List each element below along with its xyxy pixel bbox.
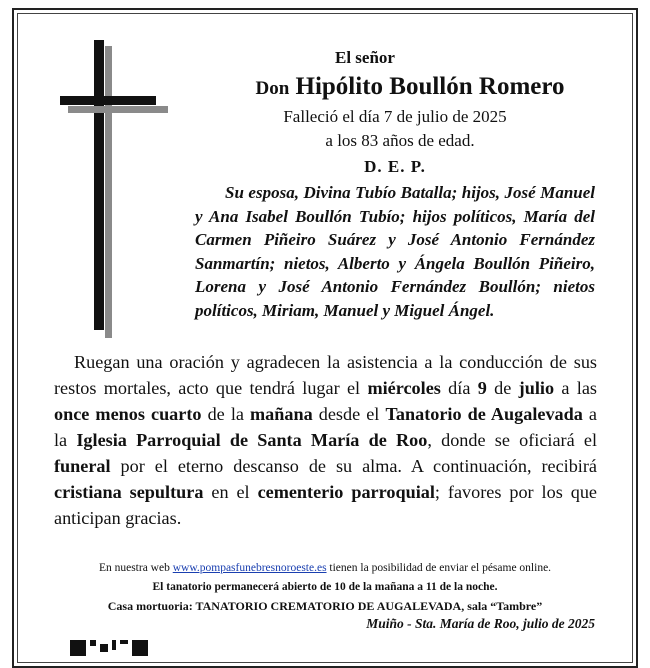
cross-vertical-dark — [94, 40, 104, 330]
web-notice-pre: En nuestra web — [98, 562, 173, 574]
main-text: día — [440, 378, 478, 398]
web-notice-post: tienen la posibilidad de enviar el pésame online. — [326, 562, 552, 574]
place-date: Muiño - Sta. María de Roo, julio de 2025 — [366, 616, 595, 631]
death-date-line: Falleció el día 7 de julio de 2025 — [283, 107, 507, 126]
age-line: a los 83 años de edad. — [325, 131, 475, 150]
main-bold: funeral — [54, 456, 111, 476]
deceased-name — [200, 73, 620, 101]
main-text: Ruegan una oración y agradecen la asistencia a la conducción de sus restos mortales, acto que tendrá lugar el — [54, 352, 597, 398]
main-text: ; favores por los que anticipan gracias. — [54, 482, 597, 528]
main-bold: cristiana sepultura — [54, 482, 204, 502]
main-text: de — [486, 378, 519, 398]
main-bold: 9 — [477, 378, 487, 398]
main-text: , donde se oficiará el — [427, 430, 597, 450]
main-text: desde el — [312, 404, 386, 424]
name-text: Hipólito Boullón Romero — [295, 73, 565, 100]
main-bold: Iglesia Parroquial de Santa María de Roo — [76, 430, 428, 450]
cross-icon — [60, 40, 170, 360]
main-bold: once menos cuarto — [54, 404, 202, 424]
title-el-senor: El señor — [335, 48, 395, 67]
main-text: de la — [201, 404, 251, 424]
main-paragraph — [54, 349, 597, 531]
main-text: en el — [203, 482, 258, 502]
website-link[interactable]: www.pompasfunebresnoroeste.es — [172, 562, 327, 574]
main-text: a las — [554, 378, 597, 398]
main-bold: Tanatorio de Augalevada — [385, 404, 583, 424]
name-prefix: Don — [255, 78, 290, 99]
cross-vertical-shadow — [105, 46, 112, 338]
tanatorio-hours: El tanatorio permanecerá abierto de 10 de la mañana a 11 de la noche. — [152, 581, 498, 593]
main-bold: julio — [518, 378, 555, 398]
web-notice — [0, 562, 650, 574]
family-paragraph: Su esposa, Divina Tubío Batalla; hijos, José Manuel y Ana Isabel Boullón Tubío; hijos políticos, María del Carmen Piñeiro Suárez y José Antonio Fernández Sanmartín; nietos, Alberto y Ángela Boullón Piñeiro, Lorena y José Antonio Fernández Boullón; nietos políticos, Miriam, Manuel y Miguel Ángel. — [195, 183, 595, 320]
main-text: a la — [54, 404, 598, 450]
main-text: por el eterno descanso de su alma. A continuación, recibirá — [110, 456, 597, 476]
main-bold: cementerio parroquial — [257, 482, 435, 502]
qr-code-icon — [70, 636, 150, 656]
cross-horizontal-dark — [60, 96, 156, 105]
dep-line: D. E. P. — [364, 157, 426, 176]
casa-mortuoria: Casa mortuoria: TANATORIO CREMATORIO DE AUGALEVADA, sala “Tambre” — [107, 599, 543, 613]
main-bold: mañana — [250, 404, 313, 424]
cross-horizontal-shadow — [68, 106, 168, 113]
main-bold: miércoles — [367, 378, 441, 398]
